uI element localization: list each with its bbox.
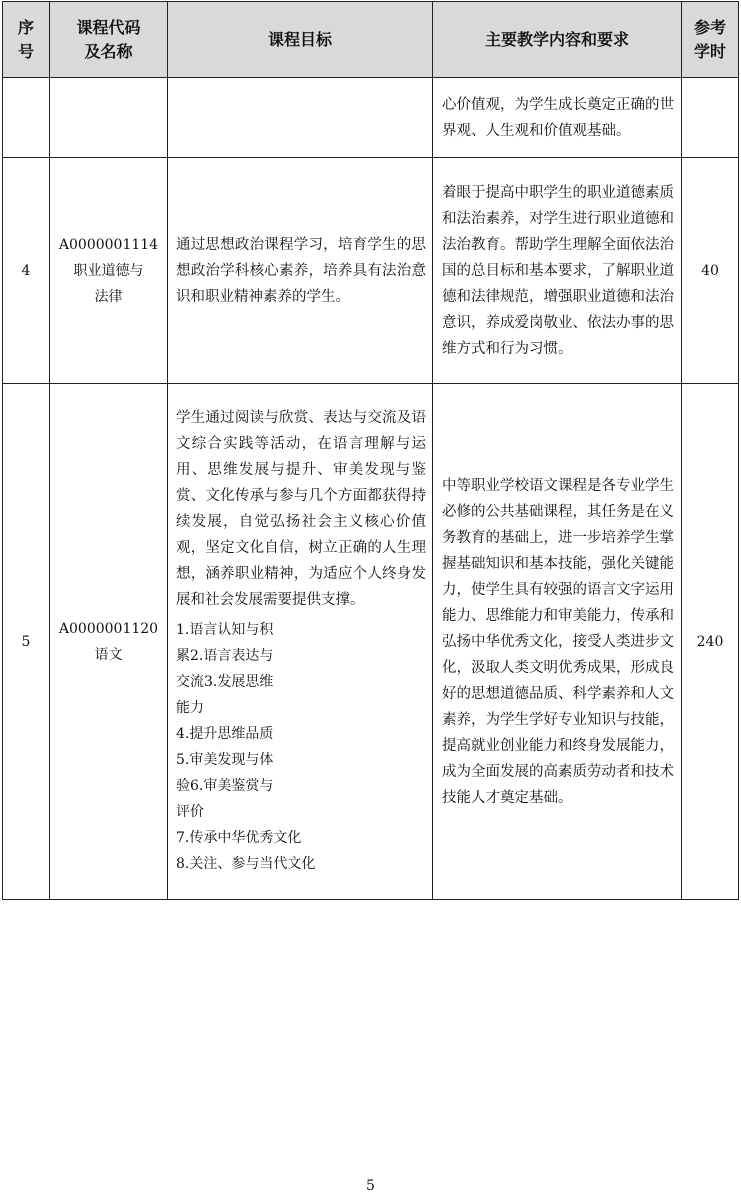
cell-goal <box>168 384 433 900</box>
cell-course-empty <box>50 78 168 158</box>
cell-hours: 240 <box>682 384 739 900</box>
cell-course <box>50 384 168 900</box>
cell-number: 5 <box>3 384 50 900</box>
header-number: 序号 <box>3 2 50 78</box>
cell-hours-empty <box>682 78 739 158</box>
cell-number: 4 <box>3 158 50 384</box>
header-content: 主要教学内容和要求 <box>433 2 682 78</box>
cell-number-empty <box>3 78 50 158</box>
header-course: 课程代码 及名称 <box>50 2 168 78</box>
list-item: 验6.审美鉴赏与 <box>176 777 274 794</box>
content-text: 着眼于提高中职学生的职业道德素质和法治素养，对学生进行职业道德和法治教育。帮助学生理解全面依法治国的总目标和基本要求，了解职业道德和法律规范，增强职业道德和法治意识，养成爱岗敬业、依法办事的思维方式和行为习惯。 <box>442 184 674 357</box>
cell-goal-empty <box>168 78 433 158</box>
course-name: 语文 <box>94 646 123 663</box>
cell-course <box>50 158 168 384</box>
header-goal: 课程目标 <box>168 2 433 78</box>
list-item: 8.关注、参与当代文化 <box>176 855 316 872</box>
list-item: 1.语言认知与积 <box>176 621 274 638</box>
list-item: 能力 <box>176 699 204 716</box>
course-code: A0000001114 <box>58 236 159 253</box>
list-item: 评价 <box>176 803 204 820</box>
list-item: 交流3.发展思维 <box>176 673 274 690</box>
table-row <box>3 384 739 900</box>
course-table <box>2 1 739 900</box>
table-row-continuation <box>3 78 739 158</box>
list-item: 5.审美发现与体 <box>176 751 274 768</box>
cell-content <box>433 78 682 158</box>
goal-text: 通过思想政治课程学习，培育学生的思想政治学科核心素养，培养具有法治意识和职业精神素养的学生。 <box>176 236 426 305</box>
cell-content <box>433 384 682 900</box>
cell-hours: 40 <box>682 158 739 384</box>
list-item: 4.提升思维品质 <box>176 725 274 742</box>
course-name: 职业道德与 法律 <box>73 262 144 305</box>
cell-content <box>433 158 682 384</box>
goal-text: 学生通过阅读与欣赏、表达与交流及语文综合实践等活动，在语言理解与运用、思维发展与提升、审美发现与鉴赏、文化传承与参与几个方面都获得持续发展，自觉弘扬社会主义核心价值观，坚定文化自信，树立正确的人生理想，涵养职业精神，为适应个人终身发展和社会发展需要提供支撑。 <box>176 409 426 608</box>
header-hours: 参考学时 <box>682 2 739 78</box>
content-text: 中等职业学校语文课程是各专业学生必修的公共基础课程，其任务是在义务教育的基础上，进一步培养学生掌握基础知识和基本技能，强化关键能力，使学生具有较强的语言文字运用能力、思维能力和审美能力，传承和弘扬中华优秀文化，接受人类进步文化，汲取人类文明优秀成果，形成良好的思想道德品质、科学素养和人文素养，为学生学好专业知识与技能，提高就业创业能力和终身发展能力，成为全面发展的高素质劳动者和技术技能人才奠定基础。 <box>442 477 674 806</box>
table-row <box>3 158 739 384</box>
table-header-row <box>3 2 739 78</box>
course-code: A0000001120 <box>58 620 159 637</box>
page-number: 5 <box>366 1178 375 1194</box>
content-text: 心价值观，为学生成长奠定正确的世界观、人生观和价值观基础。 <box>442 96 674 139</box>
list-item: 累2.语言表达与 <box>176 647 274 664</box>
cell-goal <box>168 158 433 384</box>
list-item: 7.传承中华优秀文化 <box>176 829 302 846</box>
goal-list <box>168 615 432 881</box>
